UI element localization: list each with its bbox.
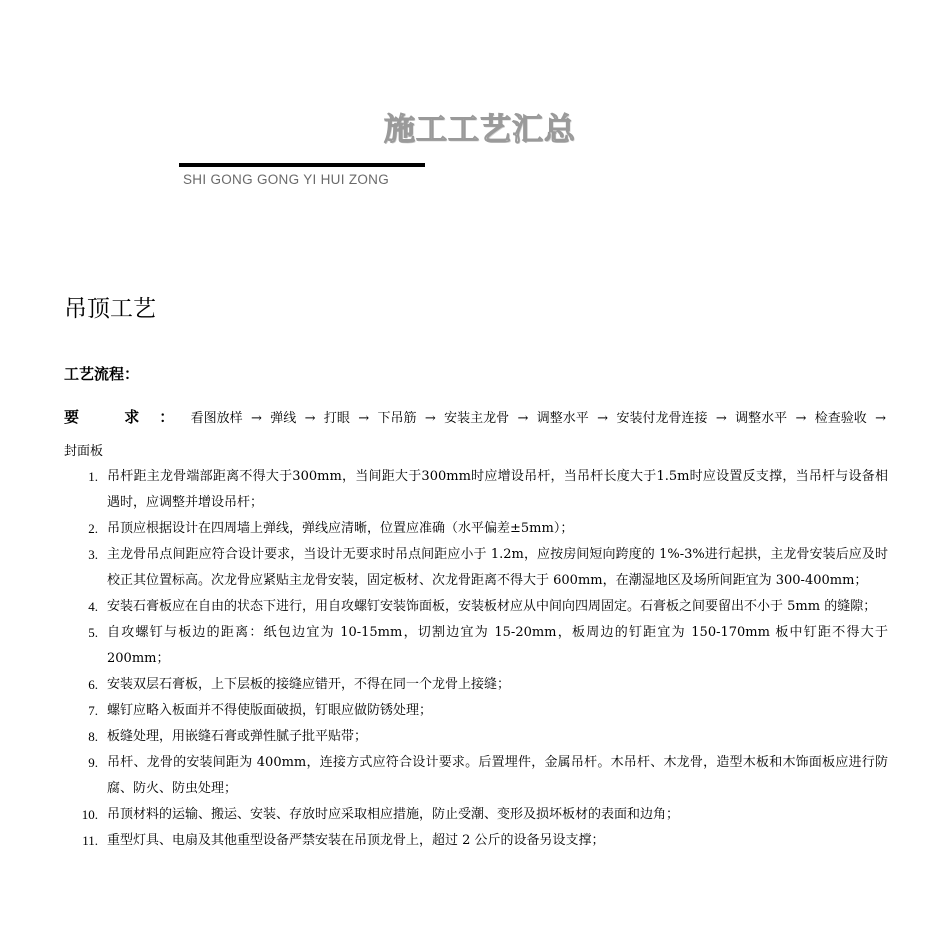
list-item-number: 2. xyxy=(88,521,98,536)
list-item-text: 安装双层石膏板，上下层板的接缝应错开，不得在同一个龙骨上接缝； xyxy=(107,677,511,692)
flow-last-step: 封面板 xyxy=(64,444,104,459)
flow-arrow-icon: → xyxy=(358,411,370,426)
list-item xyxy=(72,724,888,750)
list-item-number: 3. xyxy=(88,547,98,562)
section-title: 吊顶工艺 xyxy=(64,296,156,322)
flow-arrow-icon: → xyxy=(875,411,886,426)
list-item-text: 吊顶材料的运输、搬运、安装、存放时应采取相应措施，防止受潮、变形及损坏板材的表面和边角； xyxy=(107,807,680,822)
list-item xyxy=(72,672,888,698)
requirements-list xyxy=(72,464,888,854)
flow-step: 调整水平 xyxy=(536,411,589,426)
flow-step: 检查验收 xyxy=(814,411,867,426)
flow-step: 看图放样 xyxy=(190,411,243,426)
process-flow-heading: 工艺流程： xyxy=(64,365,140,383)
flow-step: 下吊筋 xyxy=(377,411,417,426)
list-item-text: 吊杆、龙骨的安装间距为 400mm，连接方式应符合设计要求。后置埋件，金属吊杆。木吊杆、木龙骨，造型木板和木饰面板应进行防腐、防火、防虫处理； xyxy=(107,755,888,796)
list-item-number: 4. xyxy=(88,599,98,614)
document-subtitle: SHI GONG GONG YI HUI ZONG xyxy=(183,172,390,187)
list-item xyxy=(72,750,888,802)
list-item-text: 自攻螺钉与板边的距离：纸包边宜为 10-15mm，切割边宜为 15-20mm，板周边的钉距宜为 150-170mm 板中钉距不得大于 200mm； xyxy=(107,625,888,666)
document-title: 施工工艺汇总 xyxy=(384,112,576,148)
flow-arrow-icon: → xyxy=(715,411,727,426)
list-item-number: 9. xyxy=(88,755,98,770)
list-item-number: 8. xyxy=(88,729,98,744)
list-item-number: 11. xyxy=(82,833,98,848)
list-item-number: 5. xyxy=(88,625,98,640)
list-item xyxy=(72,802,888,828)
list-item xyxy=(72,828,888,854)
list-item-text: 螺钉应略入板面并不得使版面破损，钉眼应做防锈处理； xyxy=(107,703,433,718)
list-item-number: 6. xyxy=(88,677,98,692)
flow-arrow-icon: → xyxy=(795,411,807,426)
flow-step: 调整水平 xyxy=(735,411,788,426)
requirement-label: 要 求： xyxy=(64,408,195,426)
flow-arrow-icon: → xyxy=(304,411,316,426)
list-item-text: 重型灯具、电扇及其他重型设备严禁安装在吊顶龙骨上，超过 2 公斤的设备另设支撑； xyxy=(107,833,605,848)
list-item-number: 1. xyxy=(88,469,98,484)
list-item-text: 安装石膏板应在自由的状态下进行，用自攻螺钉安装饰面板，安装板材应从中间向四周固定。石膏板之间要留出不小于 5mm 的缝隙； xyxy=(107,599,877,614)
flow-step: 安装主龙骨 xyxy=(444,411,510,426)
list-item-number: 7. xyxy=(88,703,98,718)
flow-arrow-icon: → xyxy=(517,411,529,426)
flow-step: 打眼 xyxy=(323,411,350,426)
requirement-flow-line xyxy=(64,406,886,430)
flow-arrow-icon: → xyxy=(597,411,609,426)
list-item-text: 板缝处理，用嵌缝石膏或弹性腻子批平贴带； xyxy=(107,729,368,744)
list-item-text: 主龙骨吊点间距应符合设计要求，当设计无要求时吊点间距应小于 1.2m，应按房间短向跨度的 1%-3%进行起拱，主龙骨安装后应及时校正其位置标高。次龙骨应紧贴主龙骨安装，固定板材、次龙骨距离不得大于 600mm，在潮湿地区及场所间距宜为 300-400mm； xyxy=(107,547,888,588)
list-item-text: 吊杆距主龙骨端部距离不得大于300mm，当间距大于300mm时应增设吊杆，当吊杆长度大于1.5m时应设置反支撑，当吊杆与设备相遇时，应调整并增设吊杆； xyxy=(107,469,888,510)
list-item xyxy=(72,620,888,672)
list-item xyxy=(72,464,888,516)
title-underline xyxy=(179,163,425,167)
list-item xyxy=(72,594,888,620)
flow-arrow-icon: → xyxy=(424,411,436,426)
flow-arrow-icon: → xyxy=(250,411,262,426)
list-item-text: 吊顶应根据设计在四周墙上弹线，弹线应清晰，位置应准确（水平偏差±5mm）； xyxy=(107,521,574,536)
list-item xyxy=(72,516,888,542)
flow-step: 安装付龙骨连接 xyxy=(616,411,708,426)
list-item xyxy=(72,542,888,594)
list-item xyxy=(72,698,888,724)
list-item-number: 10. xyxy=(81,807,98,822)
flow-step: 弹线 xyxy=(270,411,297,426)
